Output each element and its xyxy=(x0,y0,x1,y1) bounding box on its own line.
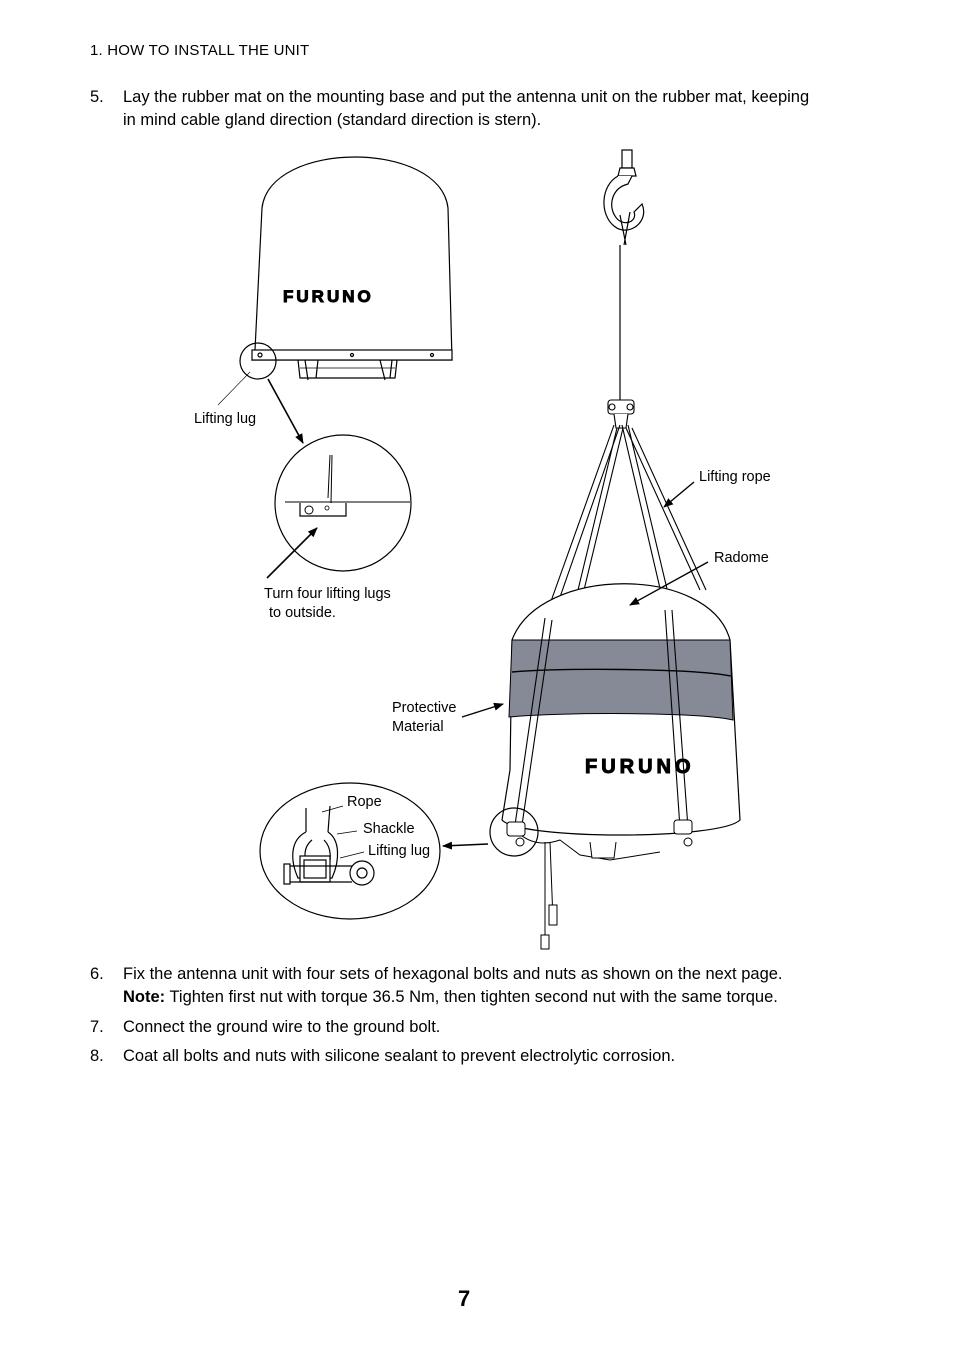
furuno-logo-top: FURUNO xyxy=(283,287,374,306)
top-shackle xyxy=(608,400,634,428)
radome-label: Radome xyxy=(714,550,769,566)
rope-label: Rope xyxy=(347,794,382,810)
section-header: 1. HOW TO INSTALL THE UNIT xyxy=(90,42,310,59)
step-text: Connect the ground wire to the ground bolt. xyxy=(123,1018,441,1036)
antenna-lifting-figure xyxy=(0,140,954,960)
step-number: 8. xyxy=(90,1047,104,1065)
furuno-logo-lifted: FURUNO xyxy=(585,756,695,778)
shackle-label: Shackle xyxy=(363,821,415,837)
protective-label-2: Material xyxy=(392,719,444,735)
lifting-rope-arrow xyxy=(664,482,694,507)
step-note xyxy=(123,986,863,1009)
shackle-detail-arrow xyxy=(443,844,488,846)
lifting-rope-label: Lifting rope xyxy=(699,469,771,485)
crane-hook-icon xyxy=(604,150,644,245)
protective-label-1: Protective xyxy=(392,700,457,716)
lifting-lug-detail-label: Lifting lug xyxy=(368,843,431,859)
step-6 xyxy=(90,963,863,1009)
protective-arrow xyxy=(462,704,503,717)
turn-lugs-label-1: Turn four lifting lugs xyxy=(264,586,391,602)
step-text-line: Lay the rubber mat on the mounting base and put the antenna unit on the rubber mat, keeping xyxy=(123,88,810,106)
note-text: Tighten first nut with torque 36.5 Nm, then tighten second nut with the same torque. xyxy=(165,988,778,1006)
step-number: 5. xyxy=(90,88,104,106)
step-number: 7. xyxy=(90,1018,104,1036)
page-number: 7 xyxy=(458,1286,471,1311)
lifting-lug-label: Lifting lug xyxy=(194,411,257,427)
step-8 xyxy=(90,1045,863,1068)
radome-unit-top xyxy=(252,157,452,380)
note-label: Note: xyxy=(123,988,166,1006)
zoom-arrow xyxy=(268,379,303,443)
step-7 xyxy=(90,1016,863,1039)
step-text: Coat all bolts and nuts with silicone sealant to prevent electrolytic corrosion. xyxy=(123,1047,676,1065)
lifting-lug-leader xyxy=(218,372,250,405)
step-text-line: in mind cable gland direction (standard direction is stern). xyxy=(123,111,542,129)
installation-diagram xyxy=(0,140,954,960)
step-5 xyxy=(90,86,863,132)
turn-lugs-label-2: to outside. xyxy=(269,605,336,621)
step-text: Fix the antenna unit with four sets of hexagonal bolts and nuts as shown on the next page. xyxy=(123,965,783,983)
step-number: 6. xyxy=(90,965,104,983)
